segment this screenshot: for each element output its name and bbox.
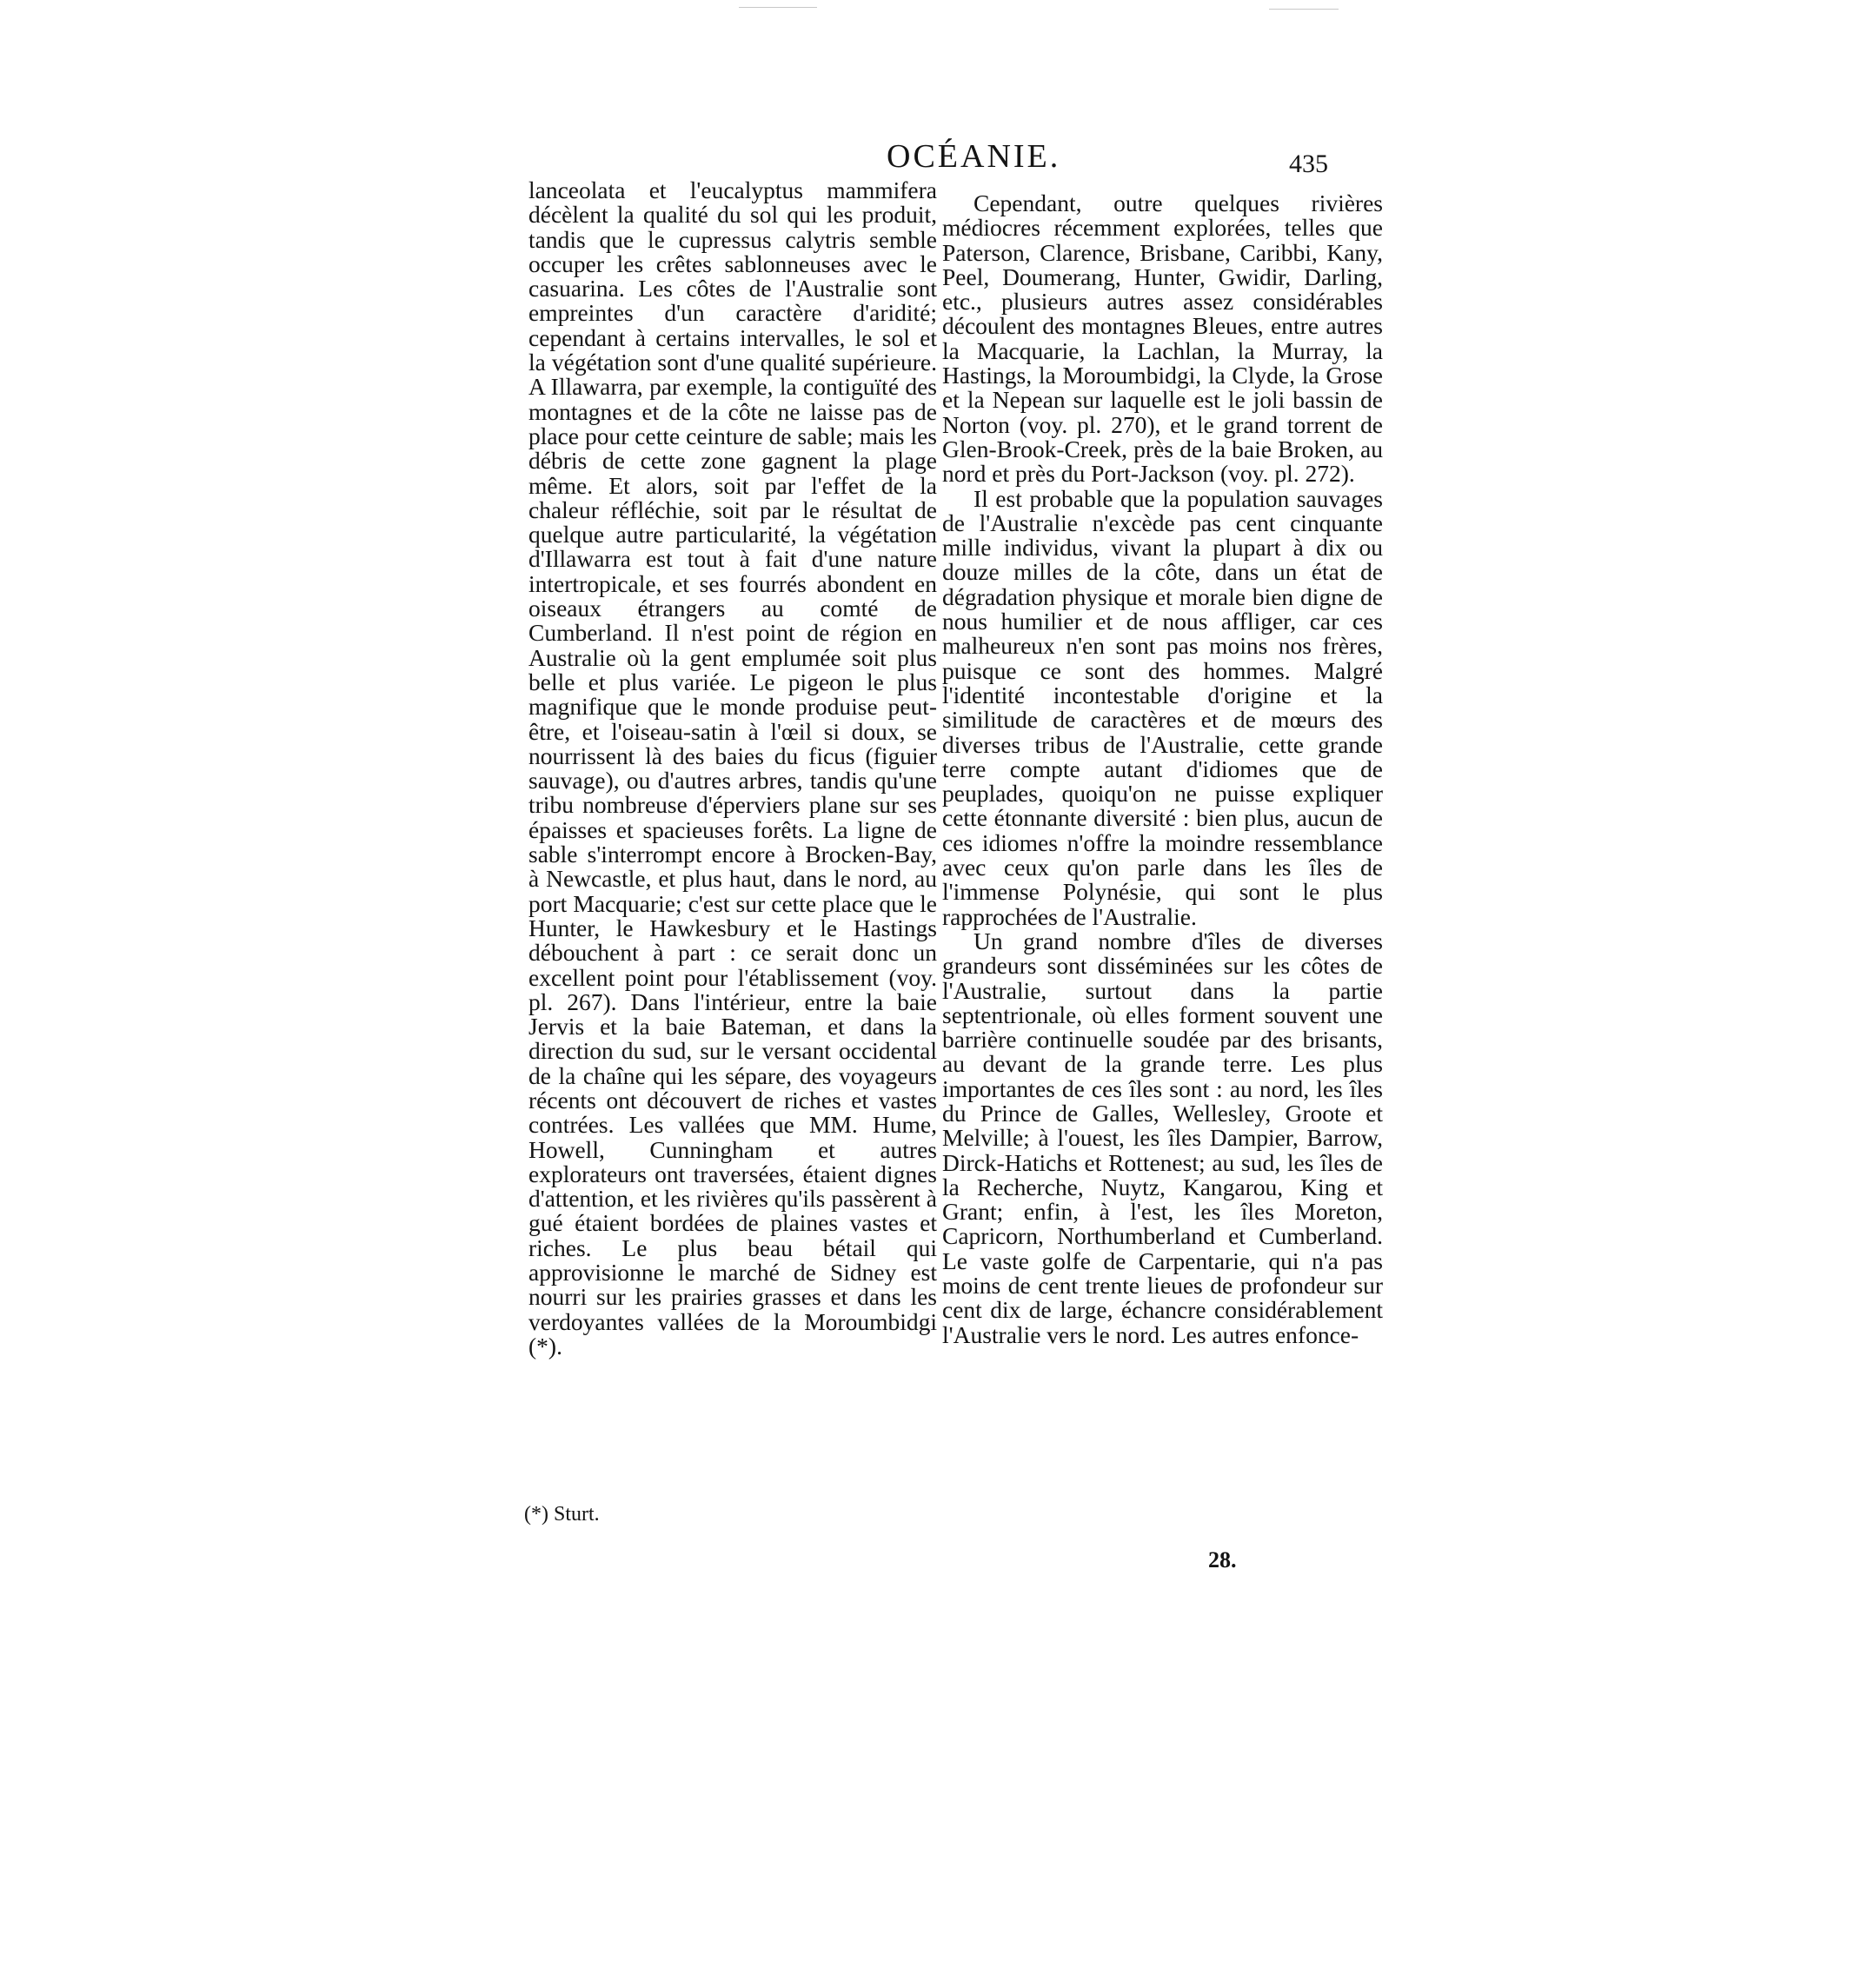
right-column-paragraph: Cependant, outre quelques rivières médiocres récemment explorées, telles que Paterson, Clarence, Brisbane, Caribbi, Kany, Peel, Doumerang, Hunter, Gwidir, Darling, etc., plusieurs autres assez considérables découlent des montagnes Bleues, entre autres la Macquarie, la Lachlan, la Murray, la Hastings, la Moroumbidgi, la Clyde, la Grose et la Nepean sur laquelle est le joli bassin de Norton (voy. pl. 270), et le grand torrent de Glen-Brook-Creek, près de la baie Broken, au nord et près du Port-Jackson (voy. pl. 272). (942, 189, 1383, 488)
right-column-paragraph: Il est probable que la population sauvages de l'Australie n'excède pas cent cinquante mille individus, vivant la plupart à dix ou douze milles de la côte, dans un état de dégradation physique et morale bien digne de nous humilier et de nous affliger, car ces malheureux n'en sont pas moins nos frères, puisque ce sont des hommes. Malgré l'identité incontestable d'origine et la similitude de caractères et de mœurs des diverses tribus de l'Australie, cette grande terre compte autant d'idiomes que de peuplades, quoiqu'on ne puisse expliquer cette étonnante diversité : bien plus, aucun de ces idiomes n'offre la moindre ressemblance avec ceux qu'on parle dans les îles de l'immense Polynésie, qui sont le plus rapprochées de l'Australie. (942, 484, 1383, 930)
right-column-paragraph: Un grand nombre d'îles de diverses grandeurs sont disséminées sur les côtes de l'Australie, surtout dans la partie septentrionale, où elles forment souvent une barrière continuelle soudée par des brisants, au devant de la grande terre. Les plus importantes de ces îles sont : au nord, les îles du Prince de Galles, Wellesley, Groote et Melville; à l'ouest, les îles Dampier, Barrow, Dirck-Hatichs et Rottenest; au sud, les îles de la Recherche, Nuytz, Kangarou, King et Grant; enfin, à l'est, les îles Moreton, Capricorn, Northumberland et Cumberland. Le vaste golfe de Carpentarie, qui n'a pas moins de cent trente lieues de profondeur sur cent dix de large, échancre considérablement l'Australie vers le nord. Les autres enfonce- (942, 927, 1383, 1348)
signature-mark: 28. (1208, 1547, 1237, 1572)
left-column-paragraph: lanceolata et l'eucalyptus mammifera décèlent la qualité du sol qui les produit, tandis que le cupressus calytris semble occuper les crêtes sablonneuses avec le casuarina. Les côtes de l'Australie sont empreintes d'un caractère d'aridité; cependant à certains intervalles, le sol et la végétation sont d'une qualité supérieure. A Illawarra, par exemple, la contiguïté des montagnes et de la côte ne laisse pas de place pour cette ceinture de sable; mais les débris de cette zone gagnent la plage même. Et alors, soit par l'effet de la chaleur réfléchie, soit par le résultat de quelque autre particularité, la végétation d'Illawarra est tout à fait d'une nature intertropicale, et ses fourrés abondent en oiseaux étrangers au comté de Cumberland. Il n'est point de région en Australie où la gent emplumée soit plus belle et plus variée. Le pigeon le plus magnifique que le monde produise peut-être, et l'oiseau-satin à l'œil si doux, se nourrissent là des baies du ficus (figuier sauvage), ou d'autres arbres, tandis qu'une tribu nombreuse d'éperviers plane sur ses épaisses et spacieuses forêts. La ligne de sable s'interrompt encore à Brocken-Bay, à Newcastle, et plus haut, dans le nord, au port Macquarie; c'est sur cette place que le Hunter, le Hawkesbury et le Hastings débouchent à part : ce serait donc un excellent point pour l'établissement (voy. pl. 267). Dans l'intérieur, entre la baie Jervis et la baie Bateman, et dans la direction du sud, sur le versant occidental de la chaîne qui les sépare, des voyageurs récents ont découvert de riches et vastes contrées. Les vallées que MM. Hume, Howell, Cunningham et autres explorateurs ont traversées, étaient dignes d'attention, et les rivières qu'ils passèrent à gué étaient bordées de plaines vastes et riches. Le plus beau bétail qui approvisionne le marché de Sidney est nourri sur les prairies grasses et dans les verdoyantes vallées de la Moroumbidgi (*). (528, 176, 937, 1360)
page-number: 435 (1289, 150, 1328, 178)
footnote: (*) Sturt. (524, 1503, 600, 1526)
right-text-column (942, 191, 1383, 1347)
scan-edge-mark (1269, 9, 1339, 10)
scan-edge-mark (739, 7, 817, 8)
left-text-column (528, 178, 937, 1359)
page-header-title: OCÉANIE. (887, 138, 1061, 175)
